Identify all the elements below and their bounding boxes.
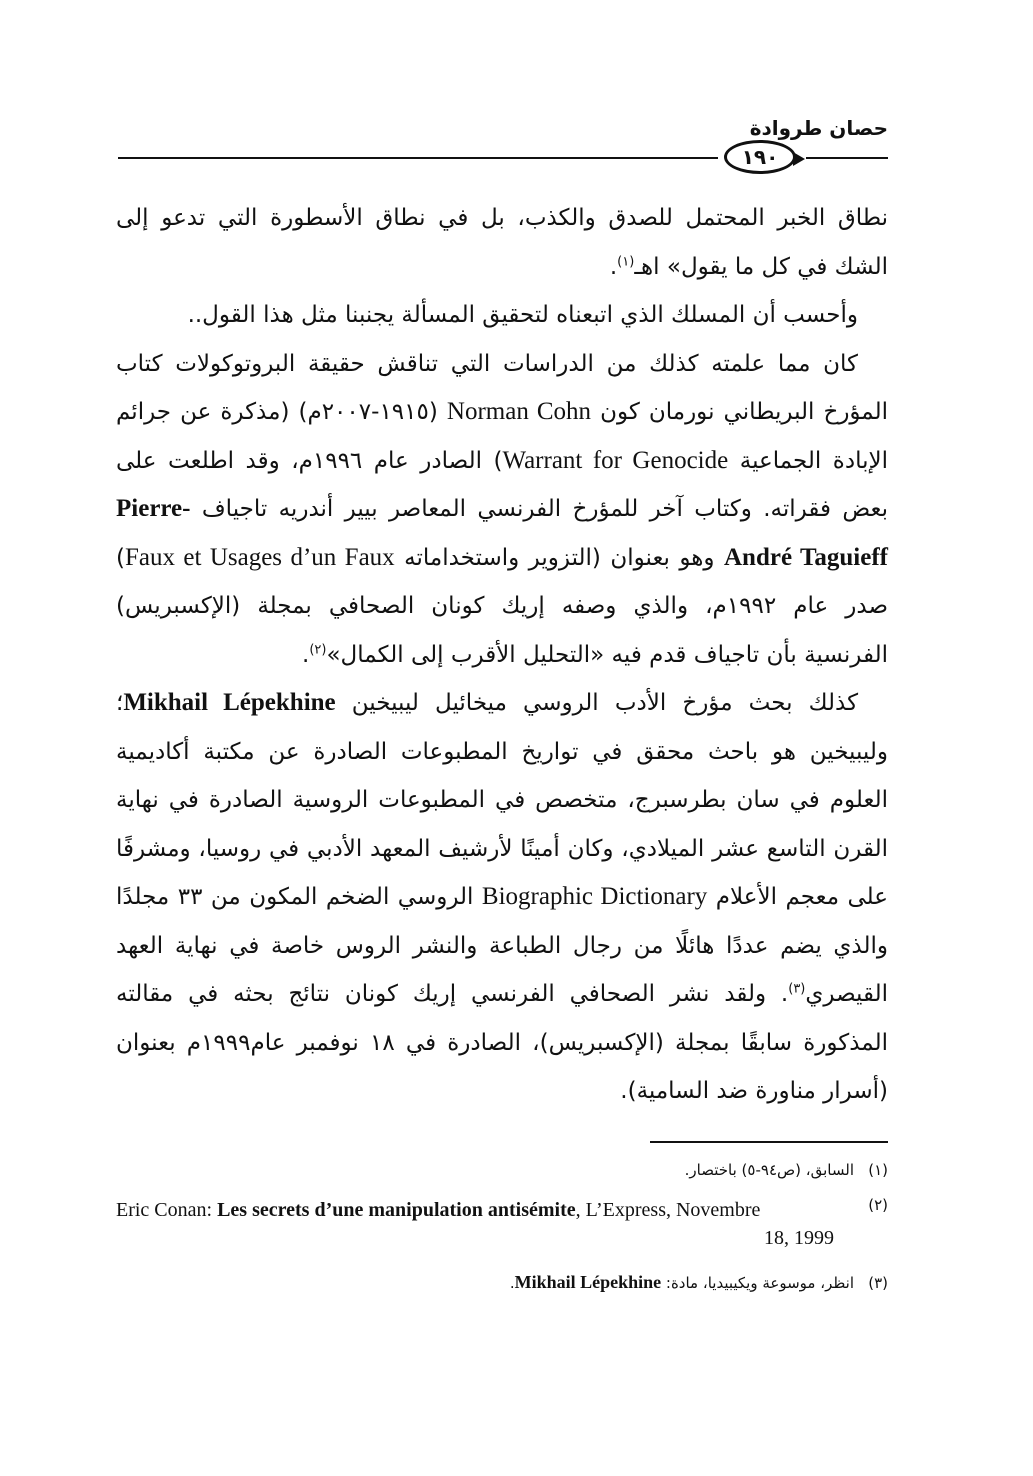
paragraph-2	[116, 291, 888, 340]
latin-name-lepekhine: Mikhail Lépekhine	[123, 689, 336, 716]
footnote-1-number: (١)	[868, 1161, 888, 1179]
footnote-2-number: (٢)	[868, 1196, 888, 1214]
footnote-3	[116, 1270, 888, 1295]
paragraph-4-text-a: كذلك بحث مؤرخ الأدب الروسي ميخائيل ليبيخين	[351, 690, 859, 716]
paragraph-3-end: .	[302, 641, 310, 668]
header-rule-right	[806, 157, 888, 159]
paragraph-4-text-b: ؛ وليبيخين هو باحث محقق في تواريخ المطبوعات الصادرة عن مكتبة أكاديمية العلوم في سان بطرسبرج، متخصص في المطبوعات الروسية الصادرة في نهاية القرن التاسع عشر الميلادي، وكان أمينًا لأرشيف المعهد الأدبي في روسيا، ومشرفًا على معجم الأعلام	[116, 690, 888, 910]
footnote-1	[116, 1158, 888, 1182]
header-rule	[118, 157, 718, 159]
footnote-3-text: انظر، موسوعة ويكيبيديا، مادة:	[661, 1274, 854, 1292]
footnote-ref-1: (١)	[617, 253, 635, 269]
paragraph-3-text-c: ) الصادر عام ١٩٩٦م، وقد اطلعت على بعض فقراته. وكتاب آخر للمؤرخ الفرنسي المعاصر بيير أندريه تاجياف	[116, 447, 889, 522]
footnotes	[116, 1158, 888, 1307]
footnote-2-date: 18, 1999	[764, 1227, 834, 1249]
paragraph-1-end: .	[609, 253, 618, 280]
paragraph-1	[116, 194, 888, 291]
paragraph-3-text-e: ) صدر عام ١٩٩٢م، والذي وصفه إريك كونان الصحافي بمجلة (الإكسبريس) الفرنسية بأن تاجياف قدم فيه «التحليل الأقرب إلى الكمال»	[116, 544, 888, 668]
footnote-2-text	[116, 1194, 852, 1227]
paragraph-1-text: نطاق الخبر المحتمل للصدق والكذب، بل في نطاق الأسطورة التي تدعو إلى الشك في كل ما يقول» اهـ	[116, 205, 888, 280]
page-number: ١٩٠	[724, 140, 796, 174]
paragraph-3-text-b: (١٩١٥-٢٠٠٧م) (مذكرة عن جرائم الإبادة الجماعية	[116, 399, 888, 474]
footnote-3-end: .	[509, 1274, 515, 1292]
running-title: حصان طروادة	[749, 116, 888, 140]
body-text	[116, 194, 888, 1116]
paragraph-3-text-a: كان مما علمته كذلك من الدراسات التي تناقش حقيقة البروتوكولات كتاب المؤرخ البريطاني نورمان كون	[116, 350, 888, 425]
paragraph-4	[116, 679, 888, 1116]
footnote-ref-2: (٢)	[309, 641, 327, 657]
footnote-1-text: السابق، (ص٩٤-٥) باختصار.	[684, 1161, 854, 1179]
footnote-separator	[650, 1141, 888, 1143]
latin-name-norman-cohn: Norman Cohn	[446, 398, 592, 425]
footnote-2-rest: , L’Express, Novembre	[575, 1199, 761, 1221]
footnote-3-number: (٣)	[868, 1274, 888, 1292]
footnote-3-latin-name: Mikhail Lépekhine	[514, 1272, 662, 1292]
latin-title-warrant: Warrant for Genocide	[502, 446, 729, 474]
footnote-2-author: Eric Conan:	[116, 1199, 218, 1221]
footnote-2	[116, 1194, 888, 1256]
page-header	[118, 110, 888, 190]
footnote-ref-3: (٣)	[788, 981, 806, 997]
footnote-2-title: Les secrets d’une manipulation antisémite	[217, 1199, 576, 1221]
paragraph-4-text-d: . ولقد نشر الصحافي الفرنسي إريك كونان نتائج بحثه في مقالته المذكورة سابقًا بمجلة (الإكسبريس)، الصادرة في ١٨ نوفمبر عام١٩٩٩م بعنوان (أسرار مناورة ضد السامية).	[116, 981, 888, 1104]
paragraph-3	[116, 340, 888, 680]
paragraph-3-text-d: وهو بعنوان (التزوير واستخداماته	[404, 544, 715, 571]
latin-title-dictionary: Biographic Dictionary	[481, 883, 708, 910]
latin-name-taguieff: Pierre-André Taguieff	[116, 495, 888, 571]
paragraph-2-text: وأحسب أن المسلك الذي اتبعناه لتحقيق المسألة يجنبنا مثل هذا القول..	[187, 302, 858, 328]
latin-title-faux: Faux et Usages d’un Faux	[124, 543, 395, 571]
paragraph-4-text-c: الروسي الضخم المكون من ٣٣ مجلدًا والذي يضم عددًا هائلًا من رجال الطباعة والنشر الروس خاصة في نهاية العهد القيصري	[116, 884, 888, 1007]
